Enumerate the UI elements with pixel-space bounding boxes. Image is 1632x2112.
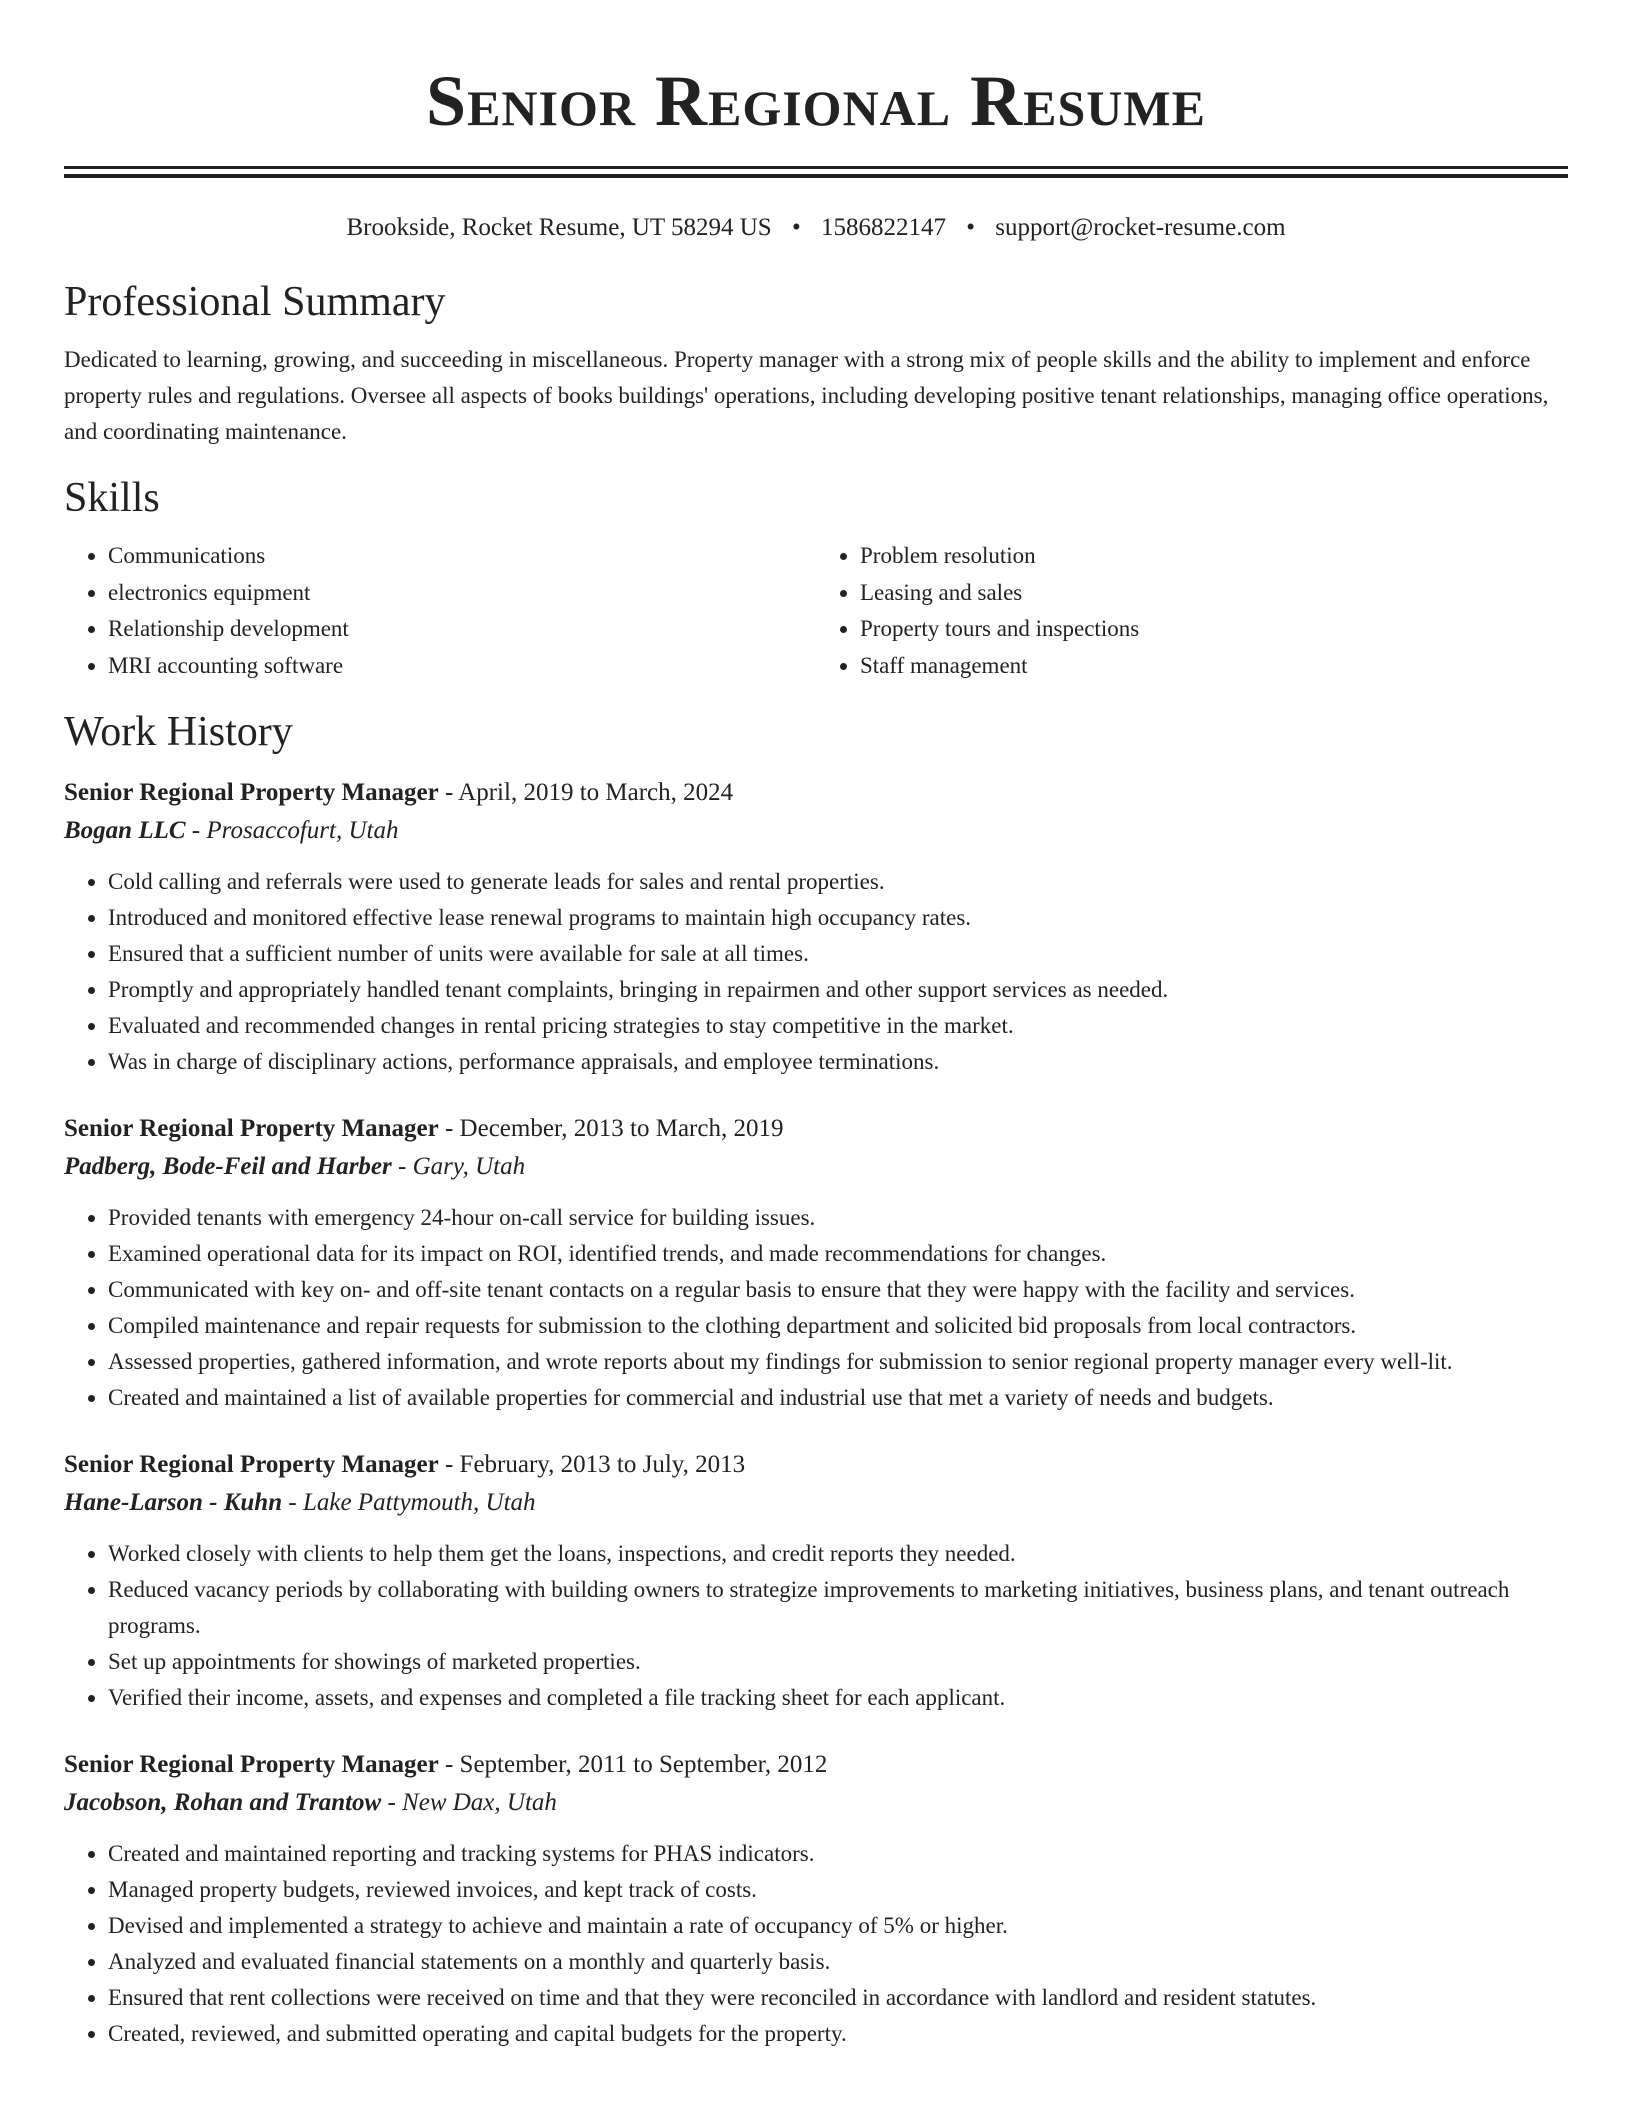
job-company-line	[64, 812, 1568, 850]
contact-phone: 1586822147	[820, 214, 946, 241]
job-company-line	[64, 1784, 1568, 1822]
job-role: Senior Regional Property Manager	[64, 779, 439, 806]
duty-item: • Ensured that a sufficient number of units were available for sale at all times.	[108, 936, 1568, 972]
job-duties	[64, 1200, 1568, 1416]
duty-item: • Examined operational data for its impact on ROI, identified trends, and made recommendations for changes.	[108, 1236, 1568, 1272]
job-entry	[64, 774, 1568, 1080]
job-duties	[64, 864, 1568, 1080]
skills-heading: Skills	[64, 475, 160, 521]
contact-address: Brookside, Rocket Resume, UT 58294 US	[346, 214, 772, 241]
job-location: - Lake Pattymouth, Utah	[282, 1489, 536, 1516]
job-entry	[64, 1746, 1568, 2052]
job-company: Padberg, Bode-Feil and Harber	[64, 1153, 392, 1180]
title-rule-bottom	[64, 174, 1568, 178]
skills-column-right	[816, 538, 1568, 684]
summary-heading: Professional Summary	[64, 279, 446, 325]
job-dates: - September, 2011 to September, 2012	[438, 1751, 828, 1778]
skill-item: • Leasing and sales	[860, 575, 1568, 612]
duty-item: • Introduced and monitored effective lease renewal programs to maintain high occupancy rates.	[108, 900, 1568, 936]
skill-item: • electronics equipment	[108, 575, 816, 612]
duty-item: • Verified their income, assets, and expenses and completed a file tracking sheet for each applicant.	[108, 1680, 1568, 1716]
job-company: Jacobson, Rohan and Trantow	[64, 1789, 382, 1816]
duty-item: • Cold calling and referrals were used to generate leads for sales and rental properties.	[108, 864, 1568, 900]
duty-item: • Managed property budgets, reviewed invoices, and kept track of costs.	[108, 1872, 1568, 1908]
duty-item: • Was in charge of disciplinary actions, performance appraisals, and employee terminations.	[108, 1044, 1568, 1080]
skill-item: • Problem resolution	[860, 538, 1568, 575]
duty-item: • Promptly and appropriately handled tenant complaints, bringing in repairmen and other support services as needed.	[108, 972, 1568, 1008]
duty-item: • Analyzed and evaluated financial statements on a monthly and quarterly basis.	[108, 1944, 1568, 1980]
duty-item: • Assessed properties, gathered information, and wrote reports about my findings for submission to senior regional property manager every well-lit.	[108, 1344, 1568, 1380]
duty-item: • Created and maintained reporting and tracking systems for PHAS indicators.	[108, 1836, 1568, 1872]
job-company: Bogan LLC	[64, 817, 186, 844]
job-title-line	[64, 1446, 1568, 1484]
job-duties	[64, 1836, 1568, 2052]
duty-item: • Ensured that rent collections were received on time and that they were reconciled in accordance with landlord and resident statutes.	[108, 1980, 1568, 2016]
duty-item: • Communicated with key on- and off-site tenant contacts on a regular basis to ensure that they were happy with the facility and services.	[108, 1272, 1568, 1308]
resume-title: Senior Regional Resume	[426, 61, 1206, 141]
job-company: Hane-Larson - Kuhn	[64, 1489, 283, 1516]
contact-email: support@rocket-resume.com	[995, 214, 1286, 241]
job-role: Senior Regional Property Manager	[64, 1115, 439, 1142]
job-title-line	[64, 774, 1568, 812]
job-entry	[64, 1446, 1568, 1716]
skills-column-left	[64, 538, 816, 684]
job-role: Senior Regional Property Manager	[64, 1451, 439, 1478]
duty-item: • Created, reviewed, and submitted operating and capital budgets for the property.	[108, 2016, 1568, 2052]
duty-item: • Created and maintained a list of available properties for commercial and industrial use that met a variety of needs and budgets.	[108, 1380, 1568, 1416]
job-title-line	[64, 1110, 1568, 1148]
job-dates: - December, 2013 to March, 2019	[438, 1115, 784, 1142]
work-history-heading: Work History	[64, 709, 293, 755]
duty-item: • Reduced vacancy periods by collaborating with building owners to strategize improvements to marketing initiatives, business plans, and tenant outreach programs.	[108, 1572, 1568, 1644]
job-title-line	[64, 1746, 1568, 1784]
contact-separator: •	[966, 214, 975, 241]
duty-item: • Set up appointments for showings of marketed properties.	[108, 1644, 1568, 1680]
duty-item: • Worked closely with clients to help them get the loans, inspections, and credit reports they needed.	[108, 1536, 1568, 1572]
duty-item: • Compiled maintenance and repair requests for submission to the clothing department and solicited bid proposals from local contractors.	[108, 1308, 1568, 1344]
job-role: Senior Regional Property Manager	[64, 1751, 439, 1778]
duty-item: • Evaluated and recommended changes in rental pricing strategies to stay competitive in the market.	[108, 1008, 1568, 1044]
resume-page	[64, 0, 1568, 2052]
skill-item: • Communications	[108, 538, 816, 575]
skill-item: • MRI accounting software	[108, 648, 816, 685]
skill-item: • Staff management	[860, 648, 1568, 685]
job-company-line	[64, 1148, 1568, 1186]
job-location: - Gary, Utah	[391, 1153, 526, 1180]
job-company-line	[64, 1484, 1568, 1522]
job-location: - Prosaccofurt, Utah	[185, 817, 399, 844]
job-location: - New Dax, Utah	[381, 1789, 557, 1816]
summary-text: Dedicated to learning, growing, and succeeding in miscellaneous. Property manager with a strong mix of people skills and the ability to implement and enforce property rules and regulations. Oversee all aspects of books buildings' operations, including developing positive tenant relationships, managing office operations, and coordinating maintenance.	[64, 347, 1549, 444]
job-dates: - February, 2013 to July, 2013	[438, 1451, 746, 1478]
skill-item: • Relationship development	[108, 611, 816, 648]
contact-line	[64, 212, 1568, 244]
duty-item: • Provided tenants with emergency 24-hour on-call service for building issues.	[108, 1200, 1568, 1236]
contact-separator: •	[791, 214, 801, 241]
title-rule-top	[64, 166, 1568, 169]
job-dates: - April, 2019 to March, 2024	[438, 779, 734, 806]
job-entry	[64, 1110, 1568, 1416]
skill-item: • Property tours and inspections	[860, 611, 1568, 648]
job-duties	[64, 1536, 1568, 1716]
skills-list	[64, 538, 1568, 684]
duty-item: • Devised and implemented a strategy to achieve and maintain a rate of occupancy of 5% or higher.	[108, 1908, 1568, 1944]
